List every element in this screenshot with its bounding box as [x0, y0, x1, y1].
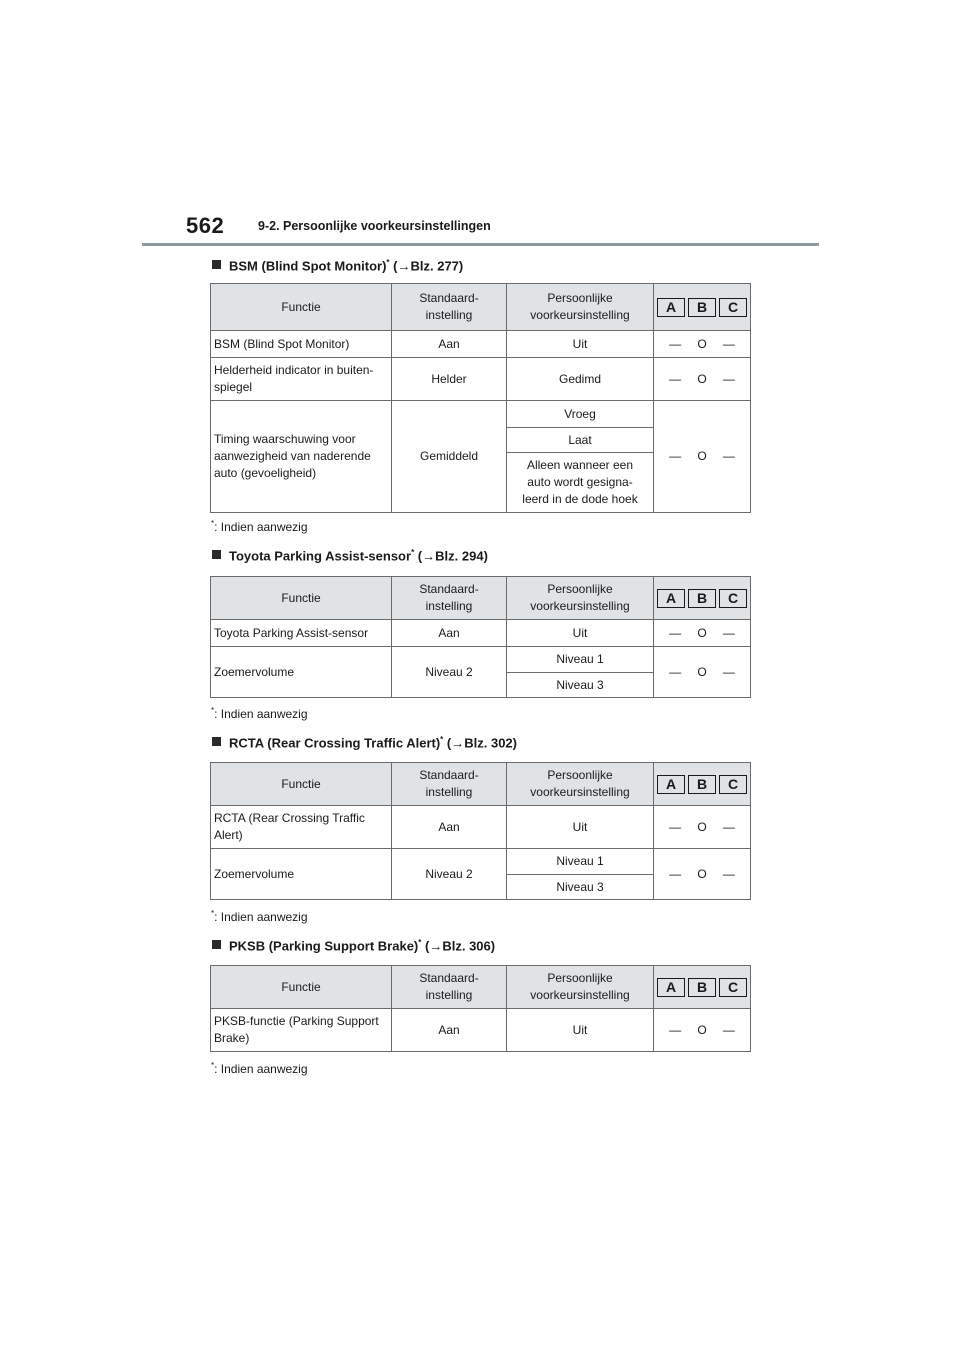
- cell-standaard: Aan: [392, 620, 507, 647]
- table-row: [211, 1009, 751, 1052]
- boxed-letter-a: A: [657, 978, 685, 997]
- cell-persoonlijke: Vroeg: [507, 401, 654, 428]
- table-header-row: [211, 763, 751, 806]
- column-header-functie: Functie: [211, 577, 392, 620]
- section-heading: BSM (Blind Spot Monitor)* (→Blz. 277): [212, 258, 463, 273]
- column-header-abc: [654, 284, 751, 331]
- cell-abc: [654, 806, 751, 849]
- cell-functie: RCTA (Rear Crossing Traffic Alert): [211, 806, 392, 849]
- table-header-row: [211, 577, 751, 620]
- cell-abc: [654, 1009, 751, 1052]
- boxed-letter-a: A: [657, 298, 685, 317]
- page-number: 562: [186, 213, 225, 238]
- footnote: [211, 706, 308, 721]
- cell-a: —: [669, 336, 682, 351]
- section-heading: PKSB (Parking Support Brake)* (→Blz. 306): [212, 938, 495, 953]
- column-header-abc: [654, 763, 751, 806]
- footnote-marker: *: [386, 258, 390, 267]
- settings-table: [210, 762, 751, 900]
- column-header-functie: Functie: [211, 763, 392, 806]
- cell-abc: [654, 358, 751, 401]
- cell-b: O: [697, 625, 707, 640]
- cell-functie: Zoemervolume: [211, 647, 392, 698]
- footnote-text: : Indien aanwezig: [214, 1062, 308, 1076]
- boxed-letter-c: C: [719, 978, 747, 997]
- cell-c: —: [722, 625, 735, 640]
- footnote-text: : Indien aanwezig: [214, 707, 308, 721]
- cell-persoonlijke: Uit: [507, 620, 654, 647]
- cell-standaard: Niveau 2: [392, 849, 507, 900]
- cell-b: O: [697, 1022, 707, 1037]
- arrow-icon: →: [422, 548, 436, 564]
- cell-persoonlijke: Niveau 1: [507, 647, 654, 673]
- table-row: [211, 358, 751, 401]
- cell-b: O: [697, 336, 707, 351]
- footnote: [211, 1061, 308, 1076]
- footnote-marker: *: [440, 735, 444, 744]
- table-row: [211, 849, 751, 875]
- boxed-letter-b: B: [688, 775, 716, 794]
- column-header-functie: Functie: [211, 284, 392, 331]
- cell-a: —: [669, 625, 682, 640]
- cell-b: O: [697, 449, 707, 463]
- table-row: [211, 620, 751, 647]
- cell-b: O: [697, 664, 707, 679]
- table-header-row: [211, 966, 751, 1009]
- column-header-persoonlijke: Persoonlijke voorkeursinstelling: [507, 577, 654, 620]
- cell-standaard: Aan: [392, 1009, 507, 1052]
- footnote-text: : Indien aanwezig: [214, 910, 308, 924]
- cell-functie: Helderheid indicator in buiten- spiegel: [211, 358, 392, 401]
- cell-abc: [654, 849, 751, 900]
- cell-persoonlijke: Niveau 3: [507, 875, 654, 900]
- cell-abc: [654, 401, 751, 513]
- cell-b: O: [697, 819, 707, 834]
- cell-standaard: Niveau 2: [392, 647, 507, 698]
- footnote: [211, 519, 308, 534]
- cell-a: —: [669, 866, 682, 881]
- cell-a: —: [669, 371, 682, 386]
- column-header-abc: [654, 577, 751, 620]
- cell-persoonlijke: Gedimd: [507, 358, 654, 401]
- footnote-marker: *: [211, 909, 215, 918]
- arrow-icon: →: [451, 735, 465, 751]
- cell-functie: Timing waarschuwing voor aanwezigheid van naderende auto (gevoeligheid): [211, 401, 392, 513]
- footnote: [211, 909, 308, 924]
- cell-functie: PKSB-functie (Parking Support Brake): [211, 1009, 392, 1052]
- cell-abc: [654, 331, 751, 358]
- section-heading: RCTA (Rear Crossing Traffic Alert)* (→Blz. 302): [212, 735, 517, 750]
- arrow-icon: →: [397, 258, 411, 274]
- boxed-letter-b: B: [688, 978, 716, 997]
- boxed-letter-c: C: [719, 775, 747, 794]
- cell-persoonlijke: Uit: [507, 1009, 654, 1052]
- cell-c: —: [722, 664, 735, 679]
- cell-persoonlijke: Niveau 1: [507, 849, 654, 875]
- running-header: 9-2. Persoonlijke voorkeursinstellingen: [258, 219, 491, 233]
- cell-persoonlijke: Laat: [507, 428, 654, 453]
- footnote-marker: *: [211, 1061, 215, 1070]
- table-header-row: [211, 284, 751, 331]
- header-divider: [142, 243, 819, 246]
- cell-c: —: [722, 336, 735, 351]
- column-header-persoonlijke: Persoonlijke voorkeursinstelling: [507, 966, 654, 1009]
- section-title: BSM (Blind Spot Monitor): [229, 258, 387, 274]
- cell-b: O: [697, 866, 707, 881]
- settings-table: [210, 283, 751, 513]
- cell-a: —: [669, 664, 682, 679]
- footnote-text: : Indien aanwezig: [214, 520, 308, 534]
- settings-table: [210, 576, 751, 698]
- cell-c: —: [722, 819, 735, 834]
- section-bullet-icon: [212, 940, 221, 949]
- boxed-letter-b: B: [688, 589, 716, 608]
- table-row: [211, 806, 751, 849]
- column-header-standaard: Standaard- instelling: [392, 966, 507, 1009]
- cell-standaard: Aan: [392, 331, 507, 358]
- boxed-letter-c: C: [719, 298, 747, 317]
- cell-persoonlijke: Uit: [507, 331, 654, 358]
- column-header-functie: Functie: [211, 966, 392, 1009]
- cell-c: —: [722, 371, 735, 386]
- footnote-marker: *: [211, 706, 215, 715]
- boxed-letter-a: A: [657, 775, 685, 794]
- arrow-icon: →: [429, 938, 443, 954]
- boxed-letter-b: B: [688, 298, 716, 317]
- column-header-persoonlijke: Persoonlijke voorkeursinstelling: [507, 284, 654, 331]
- column-header-abc: [654, 966, 751, 1009]
- column-header-standaard: Standaard- instelling: [392, 763, 507, 806]
- cell-standaard: Aan: [392, 806, 507, 849]
- section-title: Toyota Parking Assist-sensor: [229, 548, 412, 564]
- cell-a: —: [669, 819, 682, 834]
- cell-persoonlijke: Alleen wanneer een auto wordt gesigna- leerd in de dode hoek: [507, 453, 654, 513]
- cell-a: —: [669, 449, 682, 463]
- section-bullet-icon: [212, 260, 221, 269]
- page-reference-link[interactable]: Blz. 294: [435, 548, 484, 564]
- cell-standaard: Gemiddeld: [392, 401, 507, 513]
- cell-a: —: [669, 1022, 682, 1037]
- cell-functie: BSM (Blind Spot Monitor): [211, 331, 392, 358]
- footnote-marker: *: [418, 938, 422, 947]
- section-title: PKSB (Parking Support Brake): [229, 938, 419, 954]
- cell-persoonlijke: Niveau 3: [507, 673, 654, 698]
- footnote-marker: *: [411, 548, 415, 557]
- section-title: RCTA (Rear Crossing Traffic Alert): [229, 735, 441, 751]
- cell-abc: [654, 647, 751, 698]
- cell-c: —: [722, 866, 735, 881]
- cell-b: O: [697, 371, 707, 386]
- page-reference-link[interactable]: Blz. 302: [464, 735, 513, 751]
- cell-persoonlijke: Uit: [507, 806, 654, 849]
- cell-standaard: Helder: [392, 358, 507, 401]
- column-header-standaard: Standaard- instelling: [392, 577, 507, 620]
- page-reference-link[interactable]: Blz. 277: [410, 258, 459, 274]
- page-reference-link[interactable]: Blz. 306: [442, 938, 491, 954]
- cell-c: —: [722, 449, 735, 463]
- settings-table: [210, 965, 751, 1052]
- cell-functie: Zoemervolume: [211, 849, 392, 900]
- boxed-letter-c: C: [719, 589, 747, 608]
- section-bullet-icon: [212, 550, 221, 559]
- cell-abc: [654, 620, 751, 647]
- table-row: [211, 331, 751, 358]
- table-row: [211, 401, 751, 428]
- boxed-letter-a: A: [657, 589, 685, 608]
- column-header-standaard: Standaard- instelling: [392, 284, 507, 331]
- cell-functie: Toyota Parking Assist-sensor: [211, 620, 392, 647]
- section-bullet-icon: [212, 737, 221, 746]
- column-header-persoonlijke: Persoonlijke voorkeursinstelling: [507, 763, 654, 806]
- footnote-marker: *: [211, 519, 215, 528]
- cell-c: —: [722, 1022, 735, 1037]
- table-row: [211, 647, 751, 673]
- section-heading: Toyota Parking Assist-sensor* (→Blz. 294): [212, 548, 488, 563]
